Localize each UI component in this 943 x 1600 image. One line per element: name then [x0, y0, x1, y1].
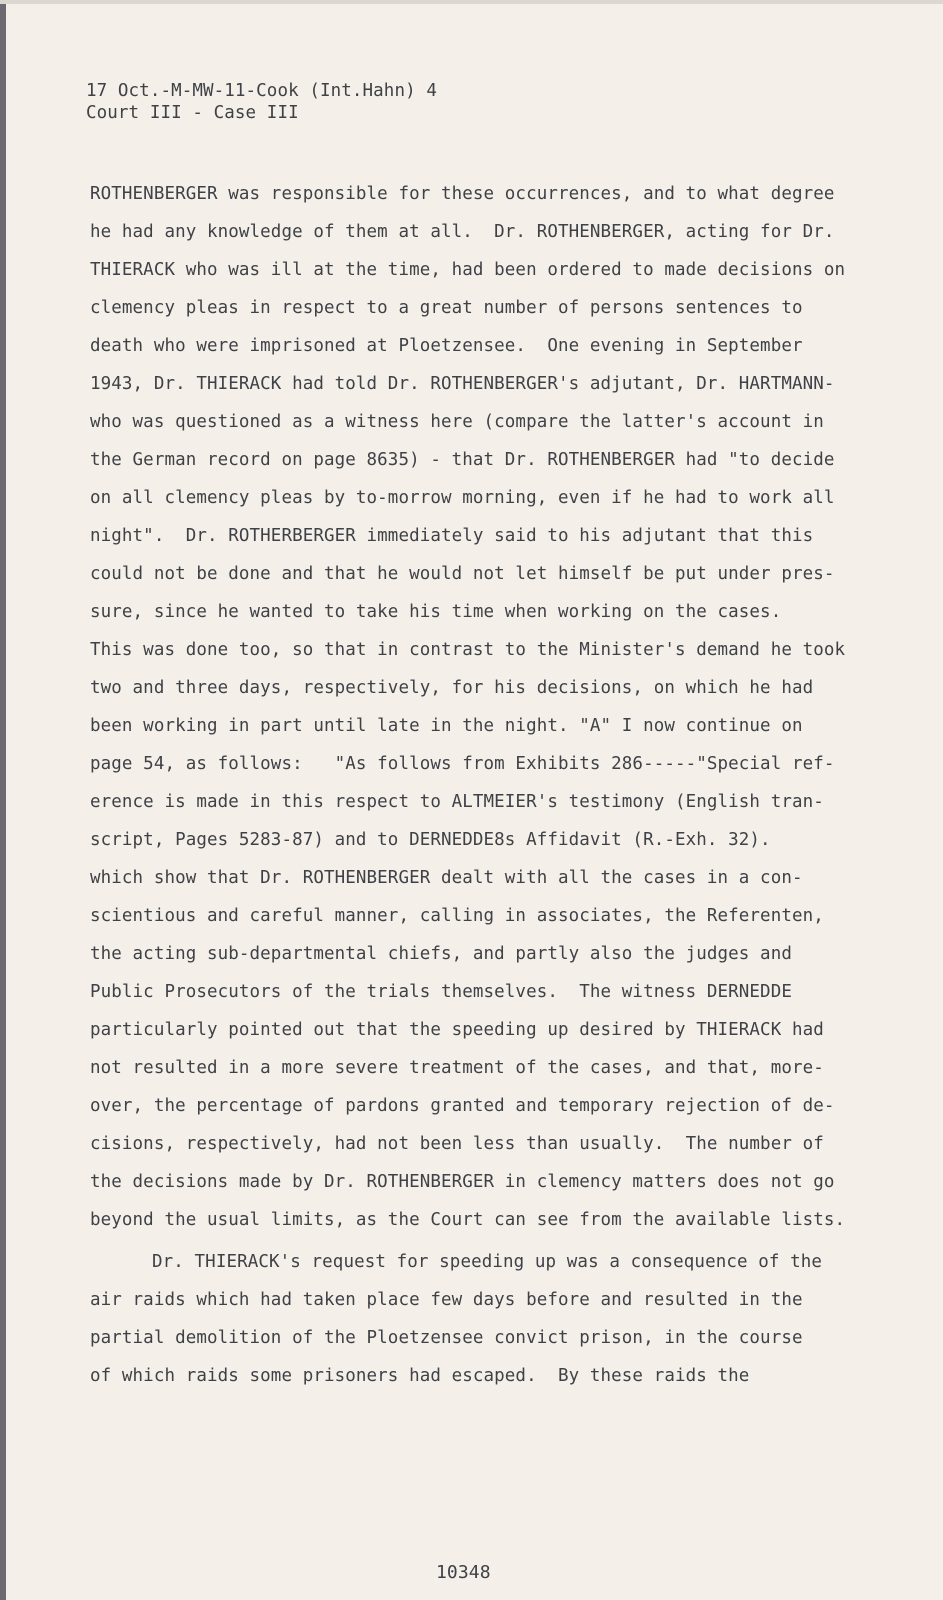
text-line: air raids which had taken place few days before and resulted in the [90, 1290, 803, 1310]
text-line: been working in part until late in the night. "A" I now continue on [90, 716, 803, 736]
text-line: who was questioned as a witness here (compare the latter's account in [90, 412, 824, 432]
page-header [86, 80, 437, 124]
header-line-court: Court III - Case III [86, 103, 299, 123]
page-number: 10348 [436, 1562, 491, 1583]
text-line: beyond the usual limits, as the Court can see from the available lists. [90, 1210, 846, 1230]
text-line: cisions, respectively, had not been less than usually. The number of [90, 1134, 824, 1154]
text-line: erence is made in this respect to ALTMEIER's testimony (English tran- [90, 792, 824, 812]
text-line: not resulted in a more severe treatment of the cases, and that, more- [90, 1058, 824, 1078]
text-line: the decisions made by Dr. ROTHENBERGER in clemency matters does not go [90, 1172, 835, 1192]
text-line: partial demolition of the Ploetzensee convict prison, in the course [90, 1328, 803, 1348]
text-line: over, the percentage of pardons granted and temporary rejection of de- [90, 1096, 835, 1116]
text-line: the acting sub-departmental chiefs, and partly also the judges and [90, 944, 792, 964]
text-line: scientious and careful manner, calling in associates, the Referenten, [90, 906, 824, 926]
text-line: Public Prosecutors of the trials themselves. The witness DERNEDDE [90, 982, 792, 1002]
header-line-session: 17 Oct.-M-MW-11-Cook (Int.Hahn) 4 [86, 81, 437, 101]
text-line: the German record on page 8635) - that Dr. ROTHENBERGER had "to decide [90, 450, 835, 470]
text-line: could not be done and that he would not let himself be put under pres- [90, 564, 835, 584]
text-line: which show that Dr. ROTHENBERGER dealt with all the cases in a con- [90, 868, 803, 888]
text-line: he had any knowledge of them at all. Dr. ROTHENBERGER, acting for Dr. [90, 222, 835, 242]
text-line: 1943, Dr. THIERACK had told Dr. ROTHENBERGER's adjutant, Dr. HARTMANN- [90, 374, 835, 394]
text-line: of which raids some prisoners had escaped. By these raids the [90, 1366, 750, 1386]
text-line: clemency pleas in respect to a great number of persons sentences to [90, 298, 803, 318]
text-line: night". Dr. ROTHERBERGER immediately said to his adjutant that this [90, 526, 814, 546]
text-line: This was done too, so that in contrast to the Minister's demand he took [90, 640, 846, 660]
text-line: ROTHENBERGER was responsible for these occurrences, and to what degree [90, 184, 835, 204]
text-line: script, Pages 5283-87) and to DERNEDDE8s Affidavit (R.-Exh. 32). [90, 830, 771, 850]
text-line: page 54, as follows: "As follows from Exhibits 286-----"Special ref- [90, 754, 835, 774]
transcript-body [90, 175, 890, 1395]
page-top-edge [0, 0, 943, 4]
text-line: death who were imprisoned at Ploetzensee. One evening in September [90, 336, 803, 356]
text-line: Dr. THIERACK's request for speeding up was a consequence of the [152, 1252, 823, 1272]
text-line: sure, since he wanted to take his time when working on the cases. [90, 602, 782, 622]
text-line: on all clemency pleas by to-morrow morning, even if he had to work all [90, 488, 835, 508]
paragraph-two [90, 1243, 890, 1395]
text-line: two and three days, respectively, for his decisions, on which he had [90, 678, 814, 698]
text-line: THIERACK who was ill at the time, had been ordered to made decisions on [90, 260, 846, 280]
page-edge-shadow [0, 0, 6, 1600]
text-line: particularly pointed out that the speeding up desired by THIERACK had [90, 1020, 824, 1040]
